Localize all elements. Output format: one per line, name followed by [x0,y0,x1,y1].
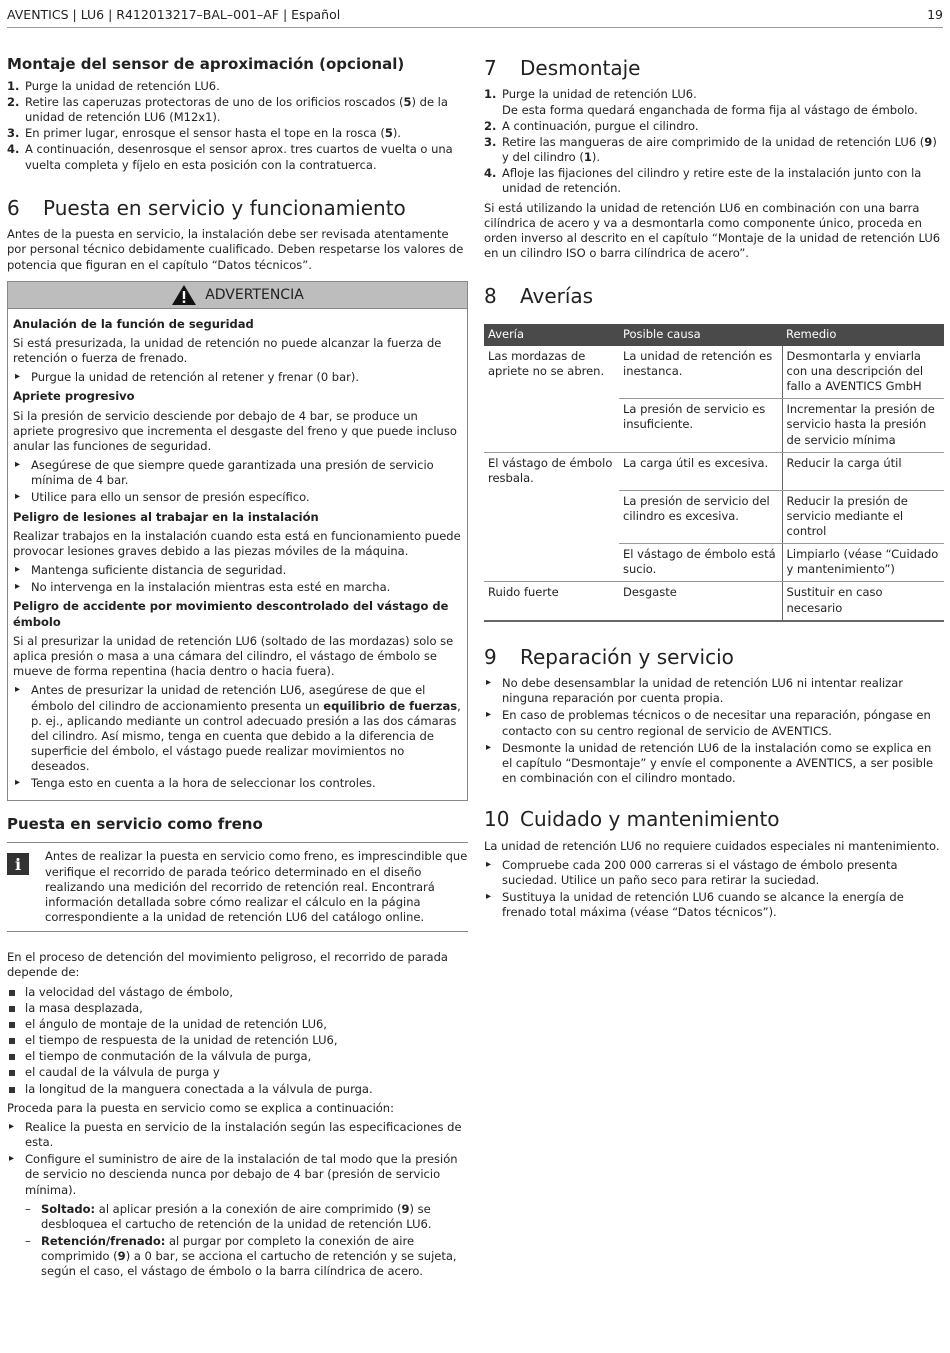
list-item: 3. Retire las mangueras de aire comprimido de la unidad de retención LU6 (9) y del cilindro (1). [484,134,937,165]
table-cell: El vástago de émbolo resbala. [488,455,613,485]
list-item: ▸ Desmonte la unidad de retención LU6 de la instalación como se explica en el capítulo “Desmontaje” y envíe el componente a AVENTICS, a ser posible en combinación con el cilindro montado. [484,741,944,787]
warning-b3-text: Realizar trabajos en la instalación cuando esta está en funcionamiento puede provocar lesiones graves debido a las piezas móviles de la máquina. [13,528,461,558]
section-6-intro: Antes de la puesta en servicio, la instalación debe ser revisada atentamente por personal técnico debidamente cualificado. Deben respetarse los valores de potencia que figuran en el capítulo “Datos técnicos”. [7,227,464,272]
table-cell: La unidad de retención es inestanca. [619,346,782,399]
info-icon: i [7,853,29,875]
header-doc-id: AVENTICS | LU6 | R412013217–BAL–001–AF | Español [7,7,341,22]
table-cell: Incrementar la presión de servicio hasta la presión de servicio mínima [782,399,944,453]
column-header: Avería [484,324,619,346]
depends-intro: En el proceso de detención del movimiento peligroso, el recorrido de parada depende de: [7,950,448,980]
repair-list [484,676,944,786]
table-row [484,490,944,544]
list-item: el caudal de la válvula de purga y [7,1065,468,1080]
warning-b2-title: Apriete progresivo [13,389,135,404]
table-cell [484,490,619,544]
table-cell: La carga útil es excesiva. [619,452,782,490]
list-item: ▸ Configure el suministro de aire de la instalación de tal modo que la presión de servicio no descienda nunca por debajo de 4 bar (presión de servicio mínima). [7,1152,468,1198]
list-item: – Soltado: al aplicar presión a la conexión de aire comprimido (9) se desbloquea el cartucho de retención de la unidad de retención LU6. [23,1202,468,1232]
table-cell: Sustituir en caso necesario [782,582,944,621]
table-cell: Desgaste [619,582,782,621]
list-item: 2. A continuación, purgue el cilindro. [484,118,699,133]
list-item: 1. Purge la unidad de retención LU6. De esta forma quedará enganchada de forma fija al vástago de émbolo. [484,87,918,117]
list-item: la longitud de la manguera conectada a la válvula de purga. [7,1082,468,1097]
list-item: ▸ Utilice para ello un sensor de presión específico. [13,490,462,505]
fault-table [484,324,944,622]
table-cell [484,399,619,453]
table-row [484,452,944,490]
info-box [7,842,468,932]
list-item: 2. Retire las caperuzas protectoras de uno de los orificios roscados (5) de la unidad de retención LU6 (M12x1). [7,94,448,125]
desmontaje-note: Si está utilizando la unidad de retención LU6 en combinación con una barra cilíndrica de acero y va a desmontarla como componente único, proceda en orden inverso al descrito en el capítulo “Montaje de la unidad de retención LU6 en un cilindro ISO o barra cilíndrica de acero”. [484,200,941,261]
column-header: Remedio [782,324,944,346]
list-item: ▸ Antes de presurizar la unidad de retención LU6, asegúrese de que el émbolo del cilindro de accionamiento presenta un equilibrio de fuerzas, p. ej., aplicando mediante un control adecuado presión a las dos cámaras del cilindro. Así mismo, tenga en cuenta que debido a la diferencia de superficie del émbolo, el vástago puede realizar movimientos no deseados. [13,683,462,774]
warning-box [7,281,468,801]
list-item: ▸ Sustituya la unidad de retención LU6 cuando se alcance la energía de frenado total máxima (véase “Datos técnicos”). [484,890,944,920]
warning-b4-title: Peligro de accidente por movimiento descontrolado del vástago de émbolo [13,599,449,629]
warning-b1-title: Anulación de la función de seguridad [13,316,254,331]
list-item: ▸ No intervenga en la instalación mientras esta esté en marcha. [13,580,462,595]
section-9-heading: 9 Reparación y servicio [484,644,734,669]
list-item: ▸ Tenga esto en cuenta a la hora de seleccionar los controles. [13,776,462,791]
table-cell: Desmontarla y enviarla con una descripción del fallo a AVENTICS GmbH [782,346,944,399]
table-cell: La presión de servicio es insuficiente. [619,399,782,453]
page-header [7,7,943,28]
list-item: la masa desplazada, [7,1001,468,1016]
list-item: ▸ Realice la puesta en servicio de la instalación según las especificaciones de esta. [7,1120,468,1150]
list-item: el tiempo de conmutación de la válvula de purga, [7,1049,468,1064]
depends-list [7,985,468,1097]
table-cell [484,544,619,582]
table-row [484,346,944,399]
list-item: el ángulo de montaje de la unidad de retención LU6, [7,1017,468,1032]
list-item: el tiempo de respuesta de la unidad de retención LU6, [7,1033,468,1048]
mode-list [7,1202,468,1280]
left-column [7,55,468,1282]
proceed-text: Proceda para la puesta en servicio como se explica a continuación: [7,1100,394,1115]
list-item: 3. En primer lugar, enrosque el sensor hasta el tope en la rosca (5). [7,126,401,141]
section-10-heading: 10 Cuidado y mantenimiento [484,807,780,832]
freno-title: Puesta en servicio como freno [7,814,263,833]
table-cell: La presión de servicio del cilindro es excesiva. [619,490,782,544]
list-item: ▸ Mantenga suficiente distancia de seguridad. [13,563,462,578]
list-item: – Retención/frenado: al purgar por completo la conexión de aire comprimido (9) a 0 bar, se acciona el cartucho de retención y se sujeta, según el caso, el vástago de émbolo o la barra cilíndrica de acero. [23,1234,468,1280]
warning-label: ADVERTENCIA [205,286,304,303]
proceed-list [7,1120,468,1198]
list-item: ▸ Purgue la unidad de retención al retener y frenar (0 bar). [13,370,462,385]
right-column [484,55,944,925]
warning-b4-text: Si al presurizar la unidad de retención LU6 (soltado de las mordazas) solo se aplica presión o masa a una cámara del cilindro, el vástago de émbolo se mueve de forma repentina (hacia dentro o hacia fuera). [13,633,454,679]
table-cell: El vástago de émbolo está sucio. [619,544,782,582]
care-list [484,858,944,921]
page-number: 19 [927,7,943,22]
list-item: 4. A continuación, desenrosque el sensor aprox. tres cuartos de vuelta o una vuelta completa y fíjelo en esta posición con la contratuerca. [7,142,453,172]
section-6-heading: 6 Puesta en servicio y funcionamiento [7,195,406,220]
care-intro: La unidad de retención LU6 no requiere cuidados especiales ni mantenimiento. [484,838,940,853]
warning-b1-text: Si está presurizada, la unidad de retención no puede alcanzar la fuerza de retención o fuerza de frenado. [13,335,442,366]
warning-b3-title: Peligro de lesiones al trabajar en la instalación [13,509,319,524]
column-header: Posible causa [619,324,782,346]
warning-header [8,282,467,309]
warning-triangle-icon [171,284,197,306]
list-item: ▸ Asegúrese de que siempre quede garantizada una presión de servicio mínima de 4 bar. [13,458,462,488]
table-cell: Reducir la carga útil [782,452,944,490]
list-item: ▸ Compruebe cada 200 000 carreras si el vástago de émbolo presenta suciedad. Utilice un paño seco para retirar la suciedad. [484,858,944,888]
table-row [484,582,944,621]
warning-b2-text: Si la presión de servicio desciende por debajo de 4 bar, se produce un apriete progresivo que incrementa el desgaste del freno y que puede incluso anular las funciones de seguridad. [13,408,457,453]
table-row [484,399,944,453]
montaje-steps [7,79,468,173]
table-row [484,544,944,582]
section-8-heading: 8 Averías [484,284,594,309]
info-text: Antes de realizar la puesta en servicio como freno, es imprescindible que verifique el recorrido de parada teórico determinado en el diseño realizando una medición del recorrido de retención real. Encontrará información detallada sobre cómo realizar el cálculo en la página correspondiente a la unidad de retención LU6 del catálogo online. [45,849,468,925]
table-cell: Las mordazas de apriete no se abren. [488,348,605,378]
montaje-title: Montaje del sensor de aproximación (opcional) [7,55,405,73]
desmontaje-steps [484,87,944,196]
table-cell: Reducir la presión de servicio mediante el control [782,490,944,544]
list-item: ▸ En caso de problemas técnicos o de necesitar una reparación, póngase en contacto con su centro regional de servicio de AVENTICS. [484,708,944,738]
list-item: 1. Purge la unidad de retención LU6. [7,78,220,93]
table-cell: Ruido fuerte [484,582,619,621]
list-item: ▸ No debe desensamblar la unidad de retención LU6 ni intentar realizar ninguna reparación por cuenta propia. [484,676,944,706]
section-7-heading: 7 Desmontaje [484,56,641,80]
list-item: la velocidad del vástago de émbolo, [7,985,468,1000]
table-cell: Limpiarlo (véase “Cuidado y mantenimiento”) [782,544,944,582]
list-item: 4. Afloje las fijaciones del cilindro y retire este de la instalación junto con la unidad de retención. [484,166,922,196]
